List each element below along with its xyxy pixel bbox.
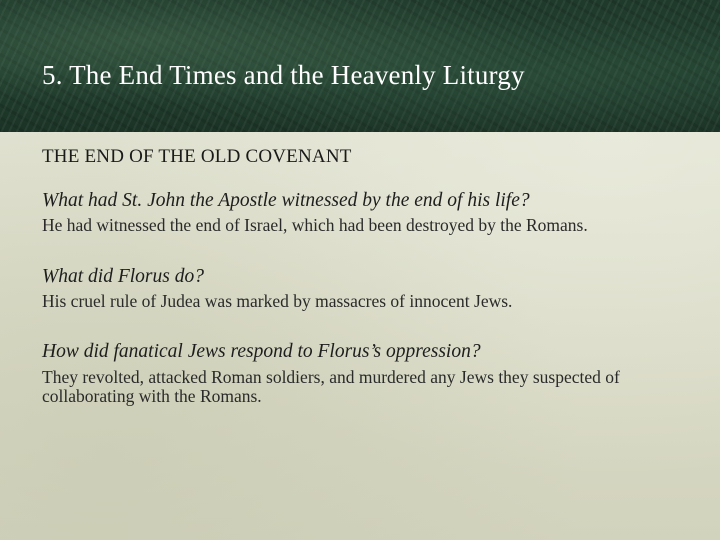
slide-title: 5. The End Times and the Heavenly Liturgy — [42, 60, 525, 90]
title-band — [0, 0, 720, 132]
answer-2: His cruel rule of Judea was marked by massacres of innocent Jews. — [42, 291, 513, 312]
qa-item-3 — [42, 341, 682, 406]
answer-3: They revolted, attacked Roman soldiers, and murdered any Jews they suspected of collaborating with the Romans. — [42, 366, 620, 407]
slide-content — [42, 146, 682, 436]
question-2: What did Florus do? — [42, 265, 204, 287]
section-heading: THE END OF THE OLD COVENANT — [42, 146, 352, 167]
question-3: How did fanatical Jews respond to Florus’s oppression? — [42, 341, 481, 363]
qa-item-2 — [42, 266, 682, 312]
answer-1: He had witnessed the end of Israel, which had been destroyed by the Romans. — [42, 215, 588, 236]
qa-item-1 — [42, 190, 682, 236]
question-1: What had St. John the Apostle witnessed by the end of his life? — [42, 190, 530, 211]
